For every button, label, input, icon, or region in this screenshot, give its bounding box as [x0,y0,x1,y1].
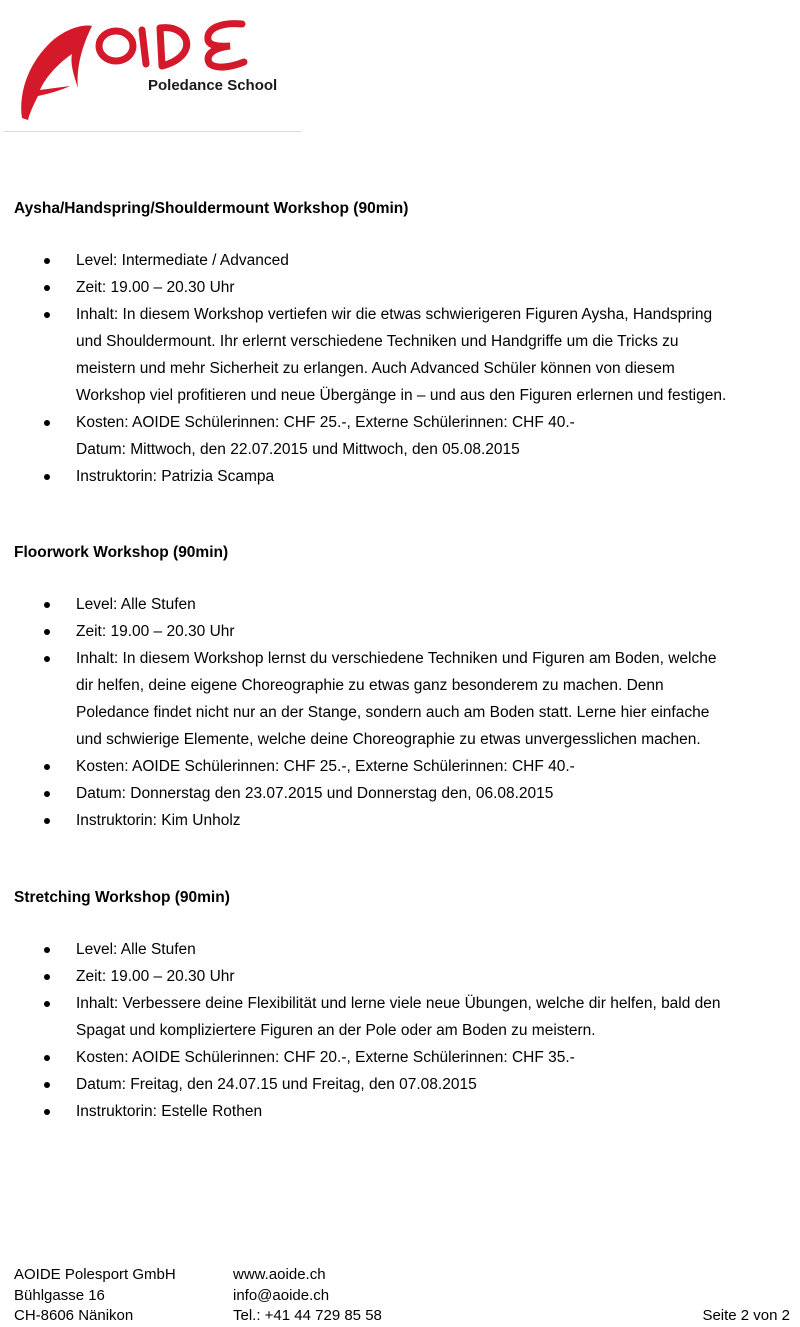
list-item: Level: Alle Stufen [14,936,794,963]
section-title: Floorwork Workshop (90min) [14,544,229,561]
workshop-section-aysha [14,199,794,490]
footer-city: CH-8606 Nänikon [14,1307,134,1324]
list-item: Instruktorin: Estelle Rothen [14,1098,794,1125]
page-number: Seite 2 von 2 [702,1307,790,1324]
footer-street: Bühlgasse 16 [14,1286,105,1304]
logo-subtitle: Poledance School [148,77,278,94]
list-item: Level: Alle Stufen [14,591,794,618]
footer-address [14,1265,176,1327]
list-item: Instruktorin: Kim Unholz [14,807,794,834]
workshop-details-list [14,591,794,834]
workshop-section-stretching [14,888,794,1125]
list-item: Kosten: AOIDE Schülerinnen: CHF 25.-, Externe Schülerinnen: CHF 40.- [14,753,794,780]
list-item: Kosten: AOIDE Schülerinnen: CHF 20.-, Externe Schülerinnen: CHF 35.- [14,1044,794,1071]
footer-contact [233,1265,382,1327]
list-item: Zeit: 19.00 – 20.30 Uhr [14,963,794,990]
list-item: Inhalt: In diesem Workshop vertiefen wir die etwas schwierigeren Figuren Aysha, Handspring und Shouldermount. Ihr erlernt verschiedene Techniken und Handgriffe um die Tricks zu meistern und mehr Sicherheit zu erlangen. Auch Advanced Schüler können von diesem Workshop viel profitieren und neue Übergänge in – und aus den Figuren erlernen und festigen. [14,301,794,409]
footer-phone: Tel.: +41 44 729 85 58 [233,1307,382,1324]
list-item: Zeit: 19.00 – 20.30 Uhr [14,274,794,301]
list-item: Level: Intermediate / Advanced [14,247,794,274]
section-title: Aysha/Handspring/Shouldermount Workshop (90min) [14,200,409,217]
footer-email-link[interactable]: info@aoide.ch [233,1286,330,1304]
logo-header [4,0,301,132]
list-item: Datum: Donnerstag den 23.07.2015 und Donnerstag den, 06.08.2015 [14,780,794,807]
list-item: Instruktorin: Patrizia Scampa [14,463,794,490]
workshop-details-list [14,247,794,490]
list-item: Datum: Freitag, den 24.07.15 und Freitag, den 07.08.2015 [14,1071,794,1098]
aoide-logo-icon [12,6,252,126]
list-item: Inhalt: Verbessere deine Flexibilität und lerne viele neue Übungen, welche dir helfen, bald den Spagat und kompliziertere Figuren an der Pole oder am Boden zu meistern. [14,990,794,1044]
section-title: Stretching Workshop (90min) [14,889,230,906]
list-item: Inhalt: In diesem Workshop lernst du verschiedene Techniken und Figuren am Boden, welche dir helfen, deine eigene Choreographie zu etwas ganz besonderem zu machen. Denn Poledance findet nicht nur an der Stange, sondern auch am Boden statt. Lerne hier einfache und schwierige Elemente, welche deine Choreographie zu etwas unvergesslichen machen. [14,645,794,753]
workshop-section-floorwork [14,543,794,834]
footer-website-link[interactable]: www.aoide.ch [233,1266,326,1283]
workshop-details-list [14,936,794,1125]
footer-company: AOIDE Polesport GmbH [14,1266,176,1283]
list-item: Zeit: 19.00 – 20.30 Uhr [14,618,794,645]
list-item: Kosten: AOIDE Schülerinnen: CHF 25.-, Externe Schülerinnen: CHF 40.- Datum: Mittwoch, den 22.07.2015 und Mittwoch, den 05.08.2015 [14,409,794,463]
